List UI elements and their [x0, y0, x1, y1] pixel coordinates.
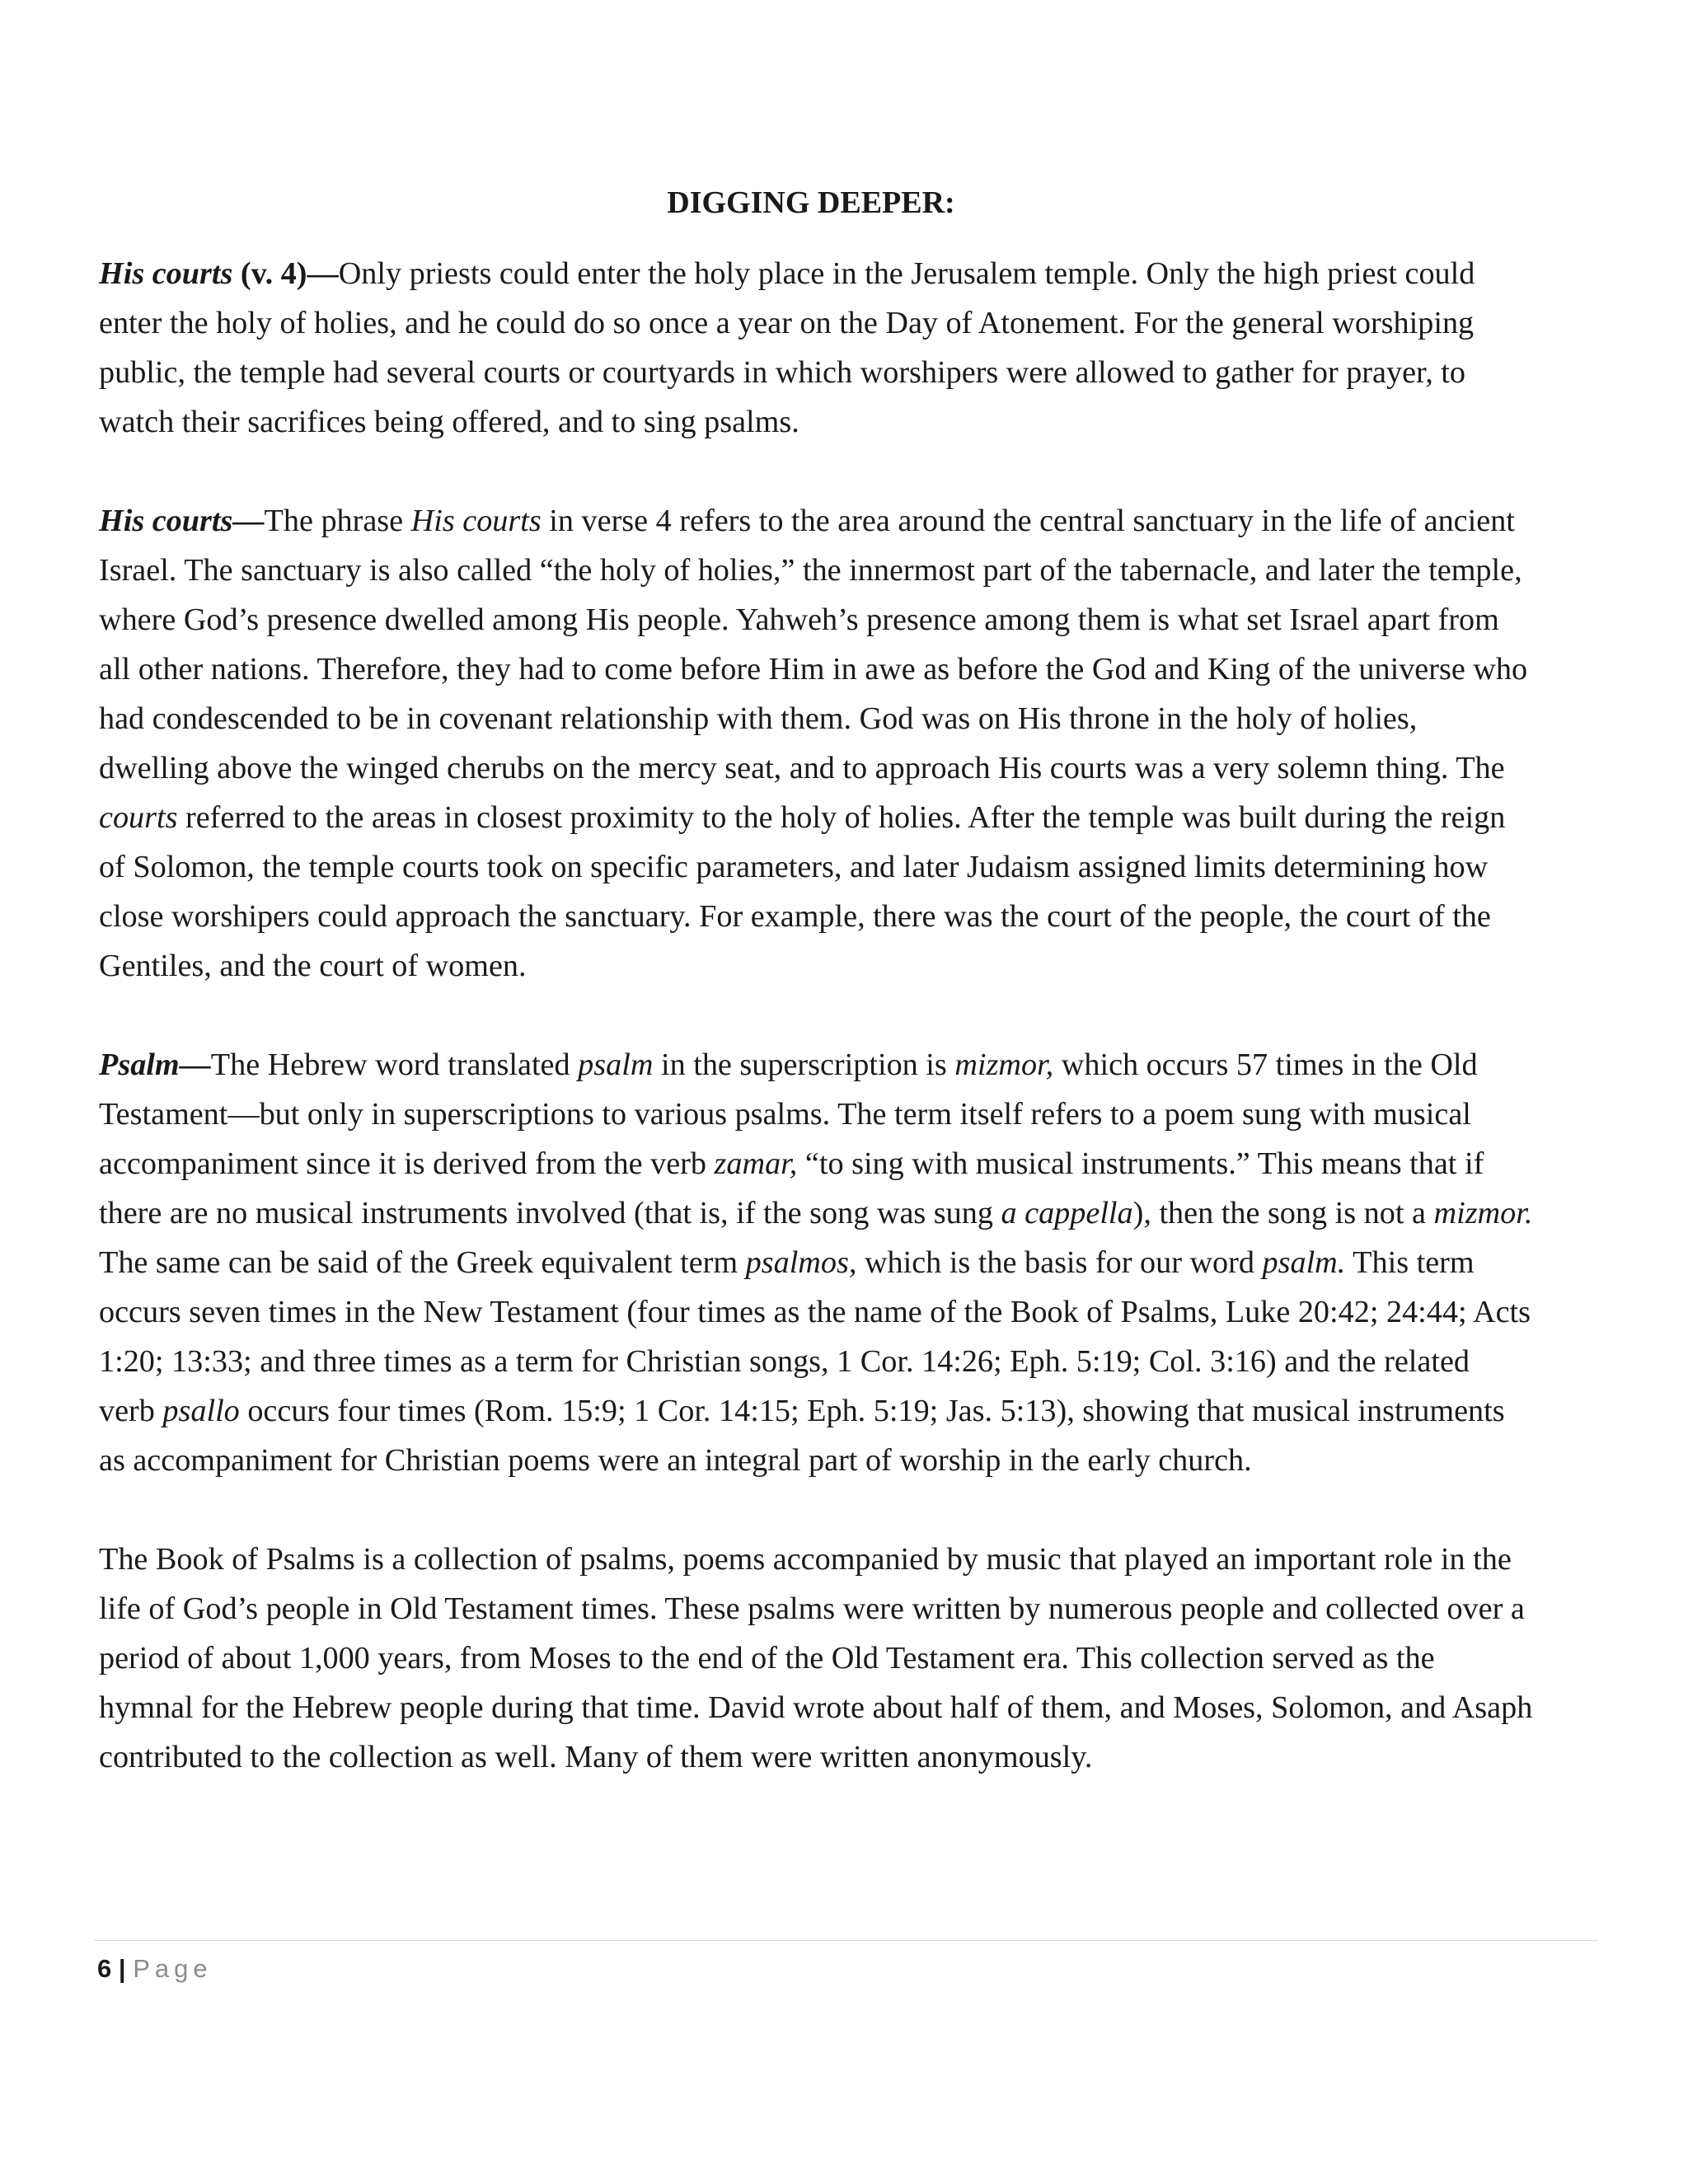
- page-footer: [97, 1951, 213, 1987]
- paragraph-gap: [99, 447, 1533, 496]
- italic-term: courts: [99, 800, 178, 835]
- glossary-term: His courts—: [99, 504, 265, 538]
- italic-term: a cappella: [1001, 1196, 1133, 1230]
- body-segment: in the superscription is: [653, 1047, 955, 1082]
- glossary-term: His courts: [99, 256, 233, 291]
- body-segment: The same can be said of the Greek equivalent term: [99, 1245, 746, 1280]
- paragraph-his-courts: [99, 496, 1533, 991]
- body-text: [99, 249, 1533, 1782]
- italic-term: psalm.: [1262, 1245, 1346, 1280]
- body-segment: referred to the areas in closest proximity to the holy of holies. After the temple was built during the reign of Solomon, the temple courts took on specific parameters, and later Judaism assigned limits determining how close worshipers could approach the sanctuary. For example, there was the court of the people, the court of the Gentiles, and the court of women.: [99, 800, 1506, 983]
- body-segment: in verse 4 refers to the area around the central sanctuary in the life of ancient Israel. The sanctuary is also called “the holy of holies,” the innermost part of the tabernacle, and later the temple, where God’s presence dwelled among His people. Yahweh’s presence among them is what set Israel apart from all other nations. Therefore, they had to come before Him in awe as before the God and King of the universe who had condescended to be in covenant relationship with them. God was on His throne in the holy of holies, dwelling above the winged cherubs on the mercy seat, and to approach His courts was a very solemn thing. The: [99, 504, 1528, 785]
- paragraph-gap: [99, 991, 1533, 1040]
- paragraph-gap: [99, 1485, 1533, 1535]
- italic-term: His courts: [410, 504, 542, 538]
- paragraph-his-courts-v4: [99, 249, 1533, 447]
- paragraph-psalm: [99, 1040, 1533, 1485]
- footer-separator: |: [118, 1954, 126, 1983]
- body-segment: This term occurs seven times in the New Testament (four times as the name of the Book of Psalms, Luke 20:42; 24:44; Acts 1:20; 13:33; and three times as a term for Christian songs, 1 Cor. 14:26; Eph. 5:19; Col. 3:16) and the related verb: [99, 1245, 1531, 1428]
- italic-term: psallo: [162, 1394, 240, 1428]
- body-segment: The phrase: [264, 504, 411, 538]
- italic-term: psalmos,: [745, 1245, 857, 1280]
- body-segment: The Hebrew word translated: [210, 1047, 579, 1082]
- italic-term: zamar,: [714, 1146, 798, 1181]
- body-segment: which occurs 57 times in the Old Testament—but only in superscriptions to various psalms. The term itself refers to a poem sung with musical accompaniment since it is derived from the verb: [99, 1047, 1478, 1181]
- footer-divider: [94, 1940, 1597, 1941]
- glossary-term: Psalm—: [99, 1047, 211, 1082]
- body-segment: “to sing with musical instruments.” This means that if there are no musical instruments involved (that is, if the song was sung: [99, 1146, 1484, 1230]
- page-number: 6: [97, 1954, 112, 1983]
- section-heading: DIGGING DEEPER:: [667, 185, 955, 220]
- paragraph-book-of-psalms: [99, 1535, 1533, 1782]
- body-segment: Only priests could enter the holy place in the Jerusalem temple. Only the high priest could enter the holy of holies, and he could do so once a year on the Day of Atonement. For the general worshiping public, the temple had several courts or courtyards in which worshipers were allowed to gather for prayer, to watch their sacrifices being offered, and to sing psalms.: [99, 256, 1475, 439]
- italic-term: mizmor.: [1433, 1196, 1533, 1230]
- body-segment: The Book of Psalms is a collection of psalms, poems accompanied by music that played an important role in the life of God’s people in Old Testament times. These psalms were written by numerous people and collected over a period of about 1,000 years, from Moses to the end of the Old Testament era. This collection served as the hymnal for the Hebrew people during that time. David wrote about half of them, and Moses, Solomon, and Asaph contributed to the collection as well. Many of them were written anonymously.: [99, 1542, 1533, 1774]
- italic-term: psalm: [578, 1047, 654, 1082]
- italic-term: mizmor,: [954, 1047, 1054, 1082]
- body-segment: which is the basis for our word: [856, 1245, 1263, 1280]
- page-label: Page: [133, 1954, 213, 1983]
- body-segment: ), then the song is not a: [1132, 1196, 1434, 1230]
- body-segment: occurs four times (Rom. 15:9; 1 Cor. 14:15; Eph. 5:19; Jas. 5:13), showing that musical instruments as accompaniment for Christian poems were an integral part of worship in the early church.: [99, 1394, 1505, 1478]
- verse-reference: (v. 4)—: [232, 256, 339, 291]
